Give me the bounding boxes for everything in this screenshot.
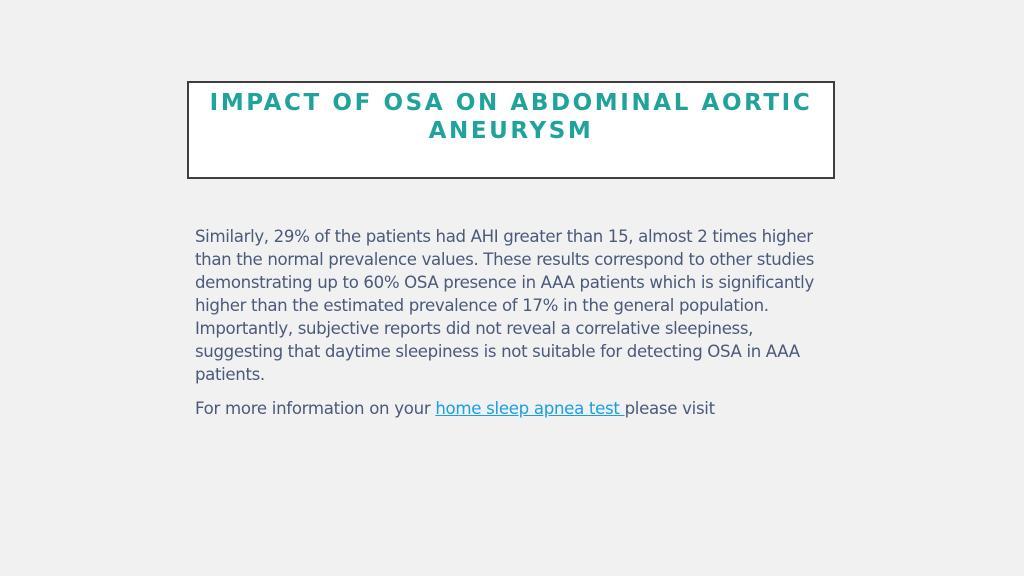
more-info-suffix: please visit [624, 399, 715, 418]
body-paragraph: Similarly, 29% of the patients had AHI greater than 15, almost 2 times higher than the normal prevalence values. These results correspond to other studies demonstrating up to 60% OSA presence in AAA patients which is significantly higher than the estimated prevalence of 17% in the general population. Importantly, subjective reports did not reveal a correlative sleepiness, suggesting that daytime sleepiness is not suitable for detecting OSA in AAA patients. [195, 227, 815, 384]
more-info-line [195, 397, 840, 420]
more-info-prefix: For more information on your [195, 399, 436, 418]
body-content [195, 225, 840, 420]
home-sleep-apnea-test-link[interactable]: home sleep apnea test [435, 399, 625, 418]
slide-title: IMPACT OF OSA ON ABDOMINAL AORTIC ANEURYSM [209, 90, 813, 144]
title-box [187, 81, 835, 179]
